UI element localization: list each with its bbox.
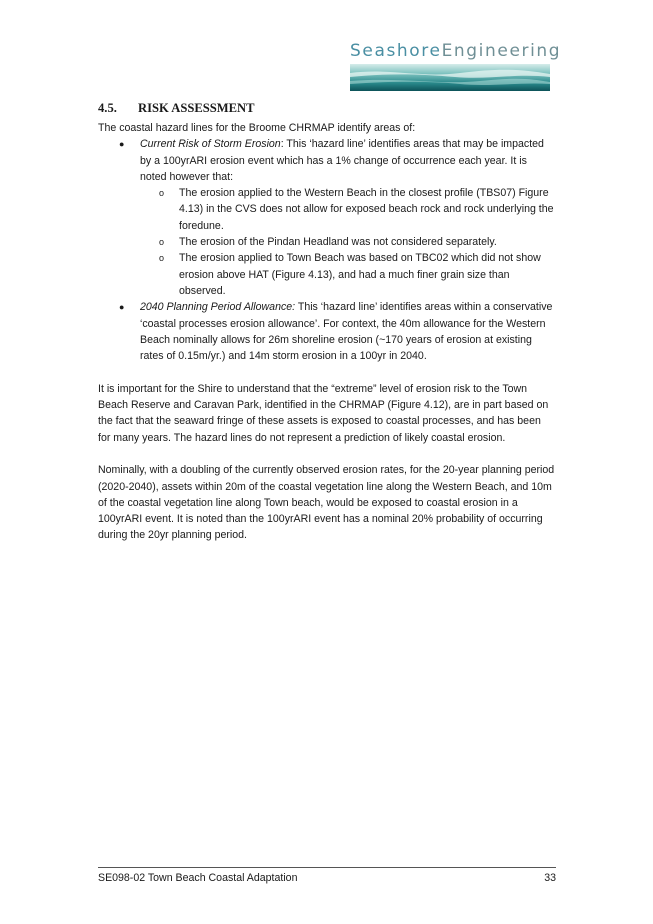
logo-word-seashore: Seashore xyxy=(350,41,442,61)
sub-list-item xyxy=(159,234,556,250)
footer-document-title: SE098-02 Town Beach Coastal Adaptation xyxy=(98,872,298,884)
sub-list-item xyxy=(159,250,556,299)
sub-list-item xyxy=(159,185,556,234)
sub-item-text: The erosion applied to Town Beach was based on TBC02 which did not show erosion above HAT (Figure 4.13), and had a much finer grain size than observed. xyxy=(179,252,541,297)
sub-item-text: The erosion of the Pindan Headland was not considered separately. xyxy=(179,236,497,249)
company-logo xyxy=(350,40,562,92)
logo-wave-graphic xyxy=(350,64,550,91)
page-number: 33 xyxy=(544,872,556,884)
logo-word-engineering: Engineering xyxy=(441,41,562,61)
hazard-description: This ‘hazard line’ identifies areas within a conservative ‘coastal processes erosion allowance’. For context, the 40m allowance for the Western Beach nominally allows for 26m shoreline erosion (~170 years of erosion at existing rates of 0.15m/yr.) and 14m storm erosion in a 100yr in 2040. xyxy=(140,301,553,363)
circle-bullet-icon: o xyxy=(159,188,165,199)
paragraph-planning-period: Nominally, with a doubling of the currently observed erosion rates, for the 20-year planning period (2020-2040), assets within 20m of the coastal vegetation line along the Western Beach, and 10m of the coastal vegetation line along Town beach, would be exposed to coastal erosion in a 100yrARI event. It is noted than the 100yrARI event has a nominal 20% probability of occurring during the 20yr planning period. xyxy=(98,464,555,542)
page-content xyxy=(98,100,556,544)
sub-item-text: The erosion applied to the Western Beach in the closest profile (TBS07) Figure 4.13) in the CVS does not allow for exposed beach rock and rock underlying the foredune. xyxy=(179,187,554,232)
hazard-label: 2040 Planning Period Allowance: xyxy=(140,301,296,314)
paragraph-extreme-risk: It is important for the Shire to understand that the “extreme” level of erosion risk to the Town Beach Reserve and Caravan Park, identified in the CHRMAP (Figure 4.12), are in part based on the fact that the seaward fringe of these assets is exposed to coastal processes, and has been for many years. The hazard lines do not represent a prediction of likely coastal erosion. xyxy=(98,382,549,444)
sub-list xyxy=(140,185,556,299)
hazard-label: Current Risk of Storm Erosion xyxy=(140,138,281,151)
circle-bullet-icon: o xyxy=(159,253,165,264)
section-heading xyxy=(98,100,556,116)
logo-wordmark xyxy=(350,40,562,62)
bullet-icon: ● xyxy=(119,139,125,150)
intro-paragraph: The coastal hazard lines for the Broome CHRMAP identify areas of: xyxy=(98,122,416,134)
circle-bullet-icon: o xyxy=(159,237,165,248)
list-item xyxy=(119,299,556,364)
list-item xyxy=(119,136,556,299)
section-number: 4.5. xyxy=(98,101,117,115)
hazard-description: : This ‘hazard line’ identifies areas that may be impacted by a 100yrARI erosion event which has a 1% change of occurrence each year. It is noted however that: xyxy=(140,138,544,183)
section-title: RISK ASSESSMENT xyxy=(138,101,255,115)
hazard-line-list xyxy=(98,136,556,364)
page-footer xyxy=(98,867,556,885)
bullet-icon: ● xyxy=(119,302,125,313)
